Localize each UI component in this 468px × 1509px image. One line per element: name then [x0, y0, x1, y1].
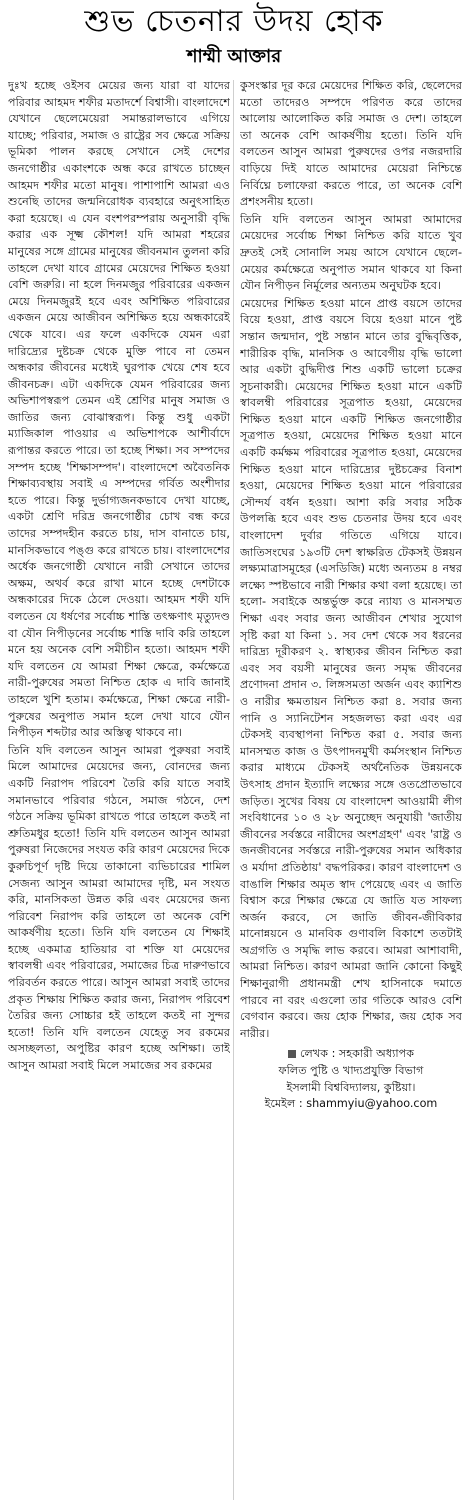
body-paragraph: কুসংস্কার দূর করে মেয়েদের শিক্ষিত করি, ছেলেদের মতো তাদেরও সম্পদে পরিণত করে তাদের আলোয় আলোকিত করি সমাজ ও দেশ। তাহলে তা অনেক বেশি আকর্ষণীয় হতো। তিনি যদি বলতেন আসুন আমরা পুরুষদের ওপর নজরদারি বাড়িয়ে দিই যাতে আমাদের মেয়েরা নিশ্চিন্তে নির্বিঘ্নে চলাফেরা করতে পারে, তা অনেক বেশি প্রশংসনীয় হতো।	[240, 79, 462, 209]
left-column	[8, 78, 230, 1503]
body-paragraph: তিনি যদি বলতেন আসুন আমরা পুরুষরা সবাই মিলে আমাদের মেয়েদের জন্য, বোনদের জন্য একটি নিরাপদ পরিবেশ তৈরি করি যাতে সবাই সমানভাবে পরিবার গঠনে, সমাজ গঠনে, দেশ গঠনে সক্রিয় ভূমিকা রাখতে পারে তাহলে কতই না শ্রুতিমধুর হতো! তিনি যদি বলতেন আসুন আমরা পুরুষরা নিজেদের সংযত করি কারণ মেয়েদের দিকে কুরুচিপূর্ণ দৃষ্টি দিয়ে তাকানো ব্যভিচারের শামিল সেজন্য আসুন আমরা আমাদের দৃষ্টি, মন সংযত করি, মানসিকতা উন্নত করি এবং মেয়েদের জন্য পরিবেশ নিরাপদ করি তাহলে তা অনেক বেশি আকর্ষণীয় হতো। তিনি যদি বলতেন যে শিক্ষাই হচ্ছে একমাত্র হাতিয়ার বা শক্তি যা মেয়েদের স্বাবলম্বী এবং পরিবারের, সমাজের চিত্র দারুণভাবে পরিবর্তন করতে পারে। আসুন আমরা সবাই তাদের প্রকৃত শিক্ষায় শিক্ষিত করার জন্য, নিরাপদ পরিবেশ তৈরির জন্য সোচ্চার হই তাহলে কতই না সুন্দর হতো! তিনি যদি বলতেন যেহেতু সব রকমের অসচ্ছলতা, অপুষ্টির কারণ হচ্ছে অশিক্ষা। তাই আসুন আমরা সবাই মিলে সমাজের সব রকমের	[8, 743, 230, 1073]
square-bullet-icon	[288, 1050, 296, 1058]
author-university: ইসলামী বিশ্ববিদ্যালয়, কুষ্টিয়া।	[286, 1080, 416, 1094]
article-byline: শাম্মী আক্তার	[186, 46, 282, 67]
email-link[interactable]: shammyiu@yahoo.com	[306, 1097, 438, 1111]
body-paragraph: তিনি যদি বলতেন আসুন আমরা আমাদের মেয়েদের সর্বোচ্চ শিক্ষা নিশ্চিত করি যাতে খুব দ্রুতই সেই সোনালি সময় আসে যেখানে ছেলে-মেয়ের কর্মক্ষেত্রে অনুপাত সমান থাকবে যা কিনা যৌন নিপীড়ন নির্মূলের অন্যতম অনুঘটক হবে।	[240, 212, 462, 293]
article-headline: শুভ চেতনার উদয় হোক	[84, 4, 384, 39]
email-label: ইমেইল :	[264, 1097, 303, 1111]
right-column	[240, 78, 462, 1503]
author-note	[240, 1046, 462, 1112]
column-divider	[233, 80, 234, 1500]
body-paragraph: মেয়েদের শিক্ষিত হওয়া মানে প্রাপ্ত বয়সে তাদের বিয়ে হওয়া, প্রাপ্ত বয়সে বিয়ে হওয়া মানে পুষ্ট সন্তান জন্মদান, পুষ্ট সন্তান মানে তার বুদ্ধিবৃত্তিক, শারীরিক বৃদ্ধি, মানসিক ও আবেগীয় বৃদ্ধি ভালো আর একটা বুদ্ধিদীপ্ত শিশু একটি ভালো চক্রের সূচনাকারী। মেয়েদের শিক্ষিত হওয়া মানে একটি স্বাবলম্বী পরিবারের সূত্রপাত হওয়া, মেয়েদের শিক্ষিত হওয়া মানে একটি শিক্ষিত জনগোষ্ঠীর সূত্রপাত হওয়া, মেয়েদের শিক্ষিত হওয়া মানে একটি কর্মক্ষম পরিবারের সূত্রপাত হওয়া, মেয়েদের শিক্ষিত হওয়া মানে দারিদ্র্যের দুষ্টচক্রের বিনাশ হওয়া, মেয়েদের শিক্ষিত হওয়া মানে পরিবারের সৌন্দর্য বর্ধন হওয়া। আশা করি সবার সঠিক উপলব্ধি হবে এবং শুভ চেতনার উদয় হবে এবং বাংলাদেশ দুর্বার গতিতে এগিয়ে যাবে। জাতিসংঘের ১৯৩টি দেশ স্বাক্ষরিত টেকসই উন্নয়ন লক্ষ্যমাত্রাসমূহের (এসডিজি) মধ্যে অন্যতম ৪ নম্বর লক্ষ্যে স্পষ্টভাবে নারী শিক্ষার কথা বলা হয়েছে। তা হলো- সবাইকে অন্তর্ভুক্ত করে ন্যায্য ও মানসম্মত শিক্ষা এবং সবার জন্য আজীবন শেখার সুযোগ সৃষ্টি করা যা কিনা ১. সব দেশ থেকে সব ধরনের দারিদ্র্য দূরীকরণ ২. স্বাস্থ্যকর জীবন নিশ্চিত করা এবং সব বয়সী মানুষের জন্য সমৃদ্ধ জীবনের প্রণোদনা প্রদান ৩. লিঙ্গসমতা অর্জন এবং ক্যাশিশু ও নারীর ক্ষমতায়ন নিশ্চিত করা ৪. সবার জন্য পানি ও স্যানিটেশন সহজলভ্য করা এবং এর টেকসই ব্যবস্থাপনা নিশ্চিত করা ৫. সবার জন্য মানসম্মত কাজ ও উৎপাদনমুখী কর্মসংস্থান নিশ্চিত করার মাধ্যমে টেকসই অর্থনৈতিক উন্নয়নকে উৎসাহ প্রদান ইত্যাদি লক্ষ্যের সঙ্গে ওতপ্রোতভাবে জড়িত। সুখের বিষয় যে বাংলাদেশ আওয়ামী লীগ সংবিধানের ১০ ও ২৮ অনুচ্ছেদ অনুযায়ী 'জাতীয় জীবনের সর্বস্তরে নারীদের অংশগ্রহণ' এবং 'রাষ্ট্র ও জনজীবনের সর্বস্তরে নারী-পুরুষের সমান অধিকার ও মর্যাদা প্রতিষ্ঠায়' বদ্ধপরিকর। কারণ বাংলাদেশ ও বাঙালি শিক্ষার অমৃত স্বাদ পেয়েছে এবং এ জাতি বিশ্বাস করে শিক্ষার ক্ষেত্রে যে জাতি যত সাফল্য অর্জন করবে, সে জাতি জীবন-জীবিকার মানোন্নয়নে ও মানবিক গুণাবলি বিকাশে ততটাই অগ্রগতি ও সমৃদ্ধি লাভ করবে। আমরা আশাবাদী, আমরা নিশ্চিত। কারণ আমরা জানি কোনো কিছুই শিক্ষানুরাগী প্রধানমন্ত্রী শেখ হাসিনাকে দমাতে পারবে না বরং এগুলো তার গতিকে আরও বেশি বেগবান করবে। জয় হোক শিক্ষার, জয় হোক সব নারীর।	[240, 296, 462, 1040]
author-title: লেখক : সহকারী অধ্যাপক	[299, 1047, 415, 1061]
author-department: ফলিত পুষ্টি ও খাদ্যপ্রযুক্তি বিভাগ	[278, 1064, 424, 1078]
body-paragraph: দুঃখ হচ্ছে ওইসব মেয়ের জন্য যারা বা যাদের পরিবার আহমদ শফীর মতাদর্শে বিশ্বাসী। বাংলাদেশে যেখানে ছেলেমেয়েরা সমান্তরালভাবে এগিয়ে যাচ্ছে; পরিবার, সমাজ ও রাষ্ট্রের সব ক্ষেত্রে সক্রিয় ভূমিকা পালন করছে সেখানে সেই দেশের জনগোষ্ঠীর একাংশকে অন্ধ করে রাখতে চাচ্ছেন আহমদ শফীর মতো মানুষ। পাশাপাশি আমরা এও শুনেছি তাদের জন্মনিরোধক ব্যবহারে অনুৎসাহিত করা হয়েছে। এ যেন বংশপরম্পরায় অনুসারী বৃদ্ধি করার এক সূক্ষ্ম কৌশল! যদি আমরা শহরের মানুষের সঙ্গে গ্রামের মানুষের জীবনমান তুলনা করি তাহলে দেখা যাবে গ্রামের মেয়েদের শিক্ষিত হওয়া বেশি জরুরি। না হলে দিনমজুর পরিবারের একজন মেয়ে দিনমজুরই হবে এবং অশিক্ষিত পরিবারের একজন মেয়ে আজীবন অশিক্ষিত হয়ে অন্ধকারেই থেকে যাবে। এর ফলে একদিকে যেমন এরা দারিদ্র্যের দুষ্টচক্র থেকে মুক্তি পাবে না তেমন অন্ধকার জীবনের মধ্যেই ঘুরপাক খেয়ে শেষ হবে জীবনচক্র। এটা একদিকে যেমন পরিবারের জন্য অভিশাপস্বরূপ তেমন এই শ্রেণির মানুষ সমাজ ও জাতির জন্য বোঝাস্বরূপ। কিন্তু শুধু একটা ম্যাজিকাল পাওয়ার এ অভিশাপকে আশীর্বাদে রূপান্তর করতে পারে। তা হচ্ছে শিক্ষা। সব সম্পদের সম্পদ হচ্ছে 'শিক্ষাসম্পদ'। বাংলাদেশে অবৈতনিক শিক্ষাব্যবস্থায় সবাই এ সম্পদের গর্বিত অংশীদার হতে পারে। কিন্তু দুর্ভাগ্যজনকভাবে দেখা যাচ্ছে, একটা শ্রেণি দরিদ্র জনগোষ্ঠীর চোখ বন্ধ করে তাদের সম্পদহীন করতে চায়, দাস বানাতে চায়, মানসিকভাবে পঙ্গু করে রাখতে চায়। বাংলাদেশের অর্ধেক জনগোষ্ঠী যেখানে নারী সেখানে তাদের অক্ষম, অথর্ব করে রাখা মানে হচ্ছে দেশটাকে অন্ধকারের দিকে ঠেলে দেওয়া। আহমদ শফী যদি বলতেন যে ধর্ষণের সর্বোচ্চ শাস্তি তৎক্ষণাৎ মৃত্যুদণ্ড বা যৌন নিপীড়নের সর্বোচ্চ শাস্তি দাবি করি তাহলে মনে হয় অনেক বেশি সমীচীন হতো। আহমদ শফী যদি বলতেন যে আমরা শিক্ষা ক্ষেত্রে, কর্মক্ষেত্রে নারী-পুরুষের সমতা নিশ্চিত হোক এ দাবি জানাই তাহলে খুশি হতাম। কর্মক্ষেত্রে, শিক্ষা ক্ষেত্রে নারী-পুরুষের অনুপাত সমান হলে দেখা যাবে যৌন নিপীড়ন শব্দটার আর অস্তিত্ব থাকবে না।	[8, 79, 230, 740]
